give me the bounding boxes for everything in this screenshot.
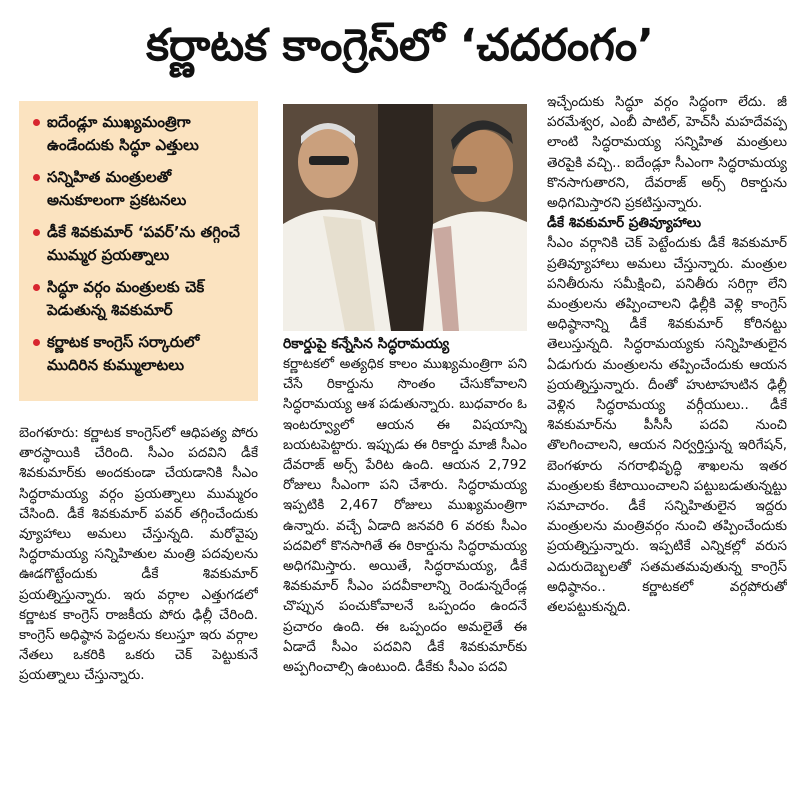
photo-caption: రికార్డుపై కన్నేసిన సిద్ధరామయ్య — [283, 336, 450, 352]
bullet-icon — [33, 339, 40, 346]
highlight-text: కర్ణాటక కాంగ్రెస్ సర్కారులో ముదిరిన కుమ్ములాటలు — [47, 333, 200, 374]
photo-illustration — [283, 104, 527, 331]
bullet-icon — [33, 119, 40, 126]
highlight-text: ఐదేండ్లూ ముఖ్యమంత్రిగా ఉండేందుకు సిద్ధూ ఎత్తులు — [47, 113, 199, 154]
bullet-icon — [33, 284, 40, 291]
highlight-text: డీకే శివకుమార్ ‘పవర్’ను తగ్గించే ముమ్మర ప్రయత్నాలు — [47, 223, 240, 264]
article-paragraph: కర్ణాటకలో అత్యధిక కాలం ముఖ్యమంత్రిగా పని చేసే రికార్డును సొంతం చేసుకోవాలని సిద్ధరామయ్య ఆశ పడుతున్నారు. బుధవారం ఓ ఇంటర్వ్యూలో ఆయన ఈ విషయాన్ని బయటపెట్టారు. ఇప్పుడు ఈ రికార్డు మాజీ సీఎం దేవరాజ్ అర్స్ పేరిట ఉంది. ఆయన 2,792 రోజులు సీఎంగా పని చేశారు. సిద్ధరామయ్య ఇప్పటికి 2,467 రోజులు ముఖ్యమంత్రిగా ఉన్నారు. వచ్చే ఏడాది జనవరి 6 వరకు సీఎం పదవిలో కొనసాగితే ఈ రికార్డును సిద్ధరామయ్య అధిగమిస్తారు. అయితే, సిద్ధరామయ్య, డీకే శివకుమార్ సీఎం పదవీకాలాన్ని రెండున్నరేండ్ల చొప్పున పంచుకోవాలనే ఒప్పందం ఉందనే ప్రచారం ఉంది. ఈ ఒప్పందం అమలైతే ఈ ఏడాదే సీఎం పదవిని డీకే శివకుమార్‌కు అప్పగించాల్సి ఉంటుంది. డీకేకు సీఎం పదవి — [283, 356, 527, 676]
highlight-item — [33, 276, 250, 322]
article-column-2 — [283, 354, 527, 786]
subheading: డీకే శివకుమార్ ప్రతివ్యూహాలు — [547, 215, 701, 232]
bullet-icon — [33, 174, 40, 181]
highlight-item — [33, 111, 250, 157]
highlights-box — [19, 101, 258, 401]
news-photo — [283, 104, 527, 331]
article-column-3 — [547, 92, 787, 786]
highlight-text: సన్నిహిత మంత్రులతో అనుకూలంగా ప్రకటనలు — [47, 168, 187, 209]
bullet-icon — [33, 229, 40, 236]
highlight-item — [33, 331, 250, 377]
highlight-item — [33, 221, 250, 267]
article-paragraph: బెంగళూరు: కర్ణాటక కాంగ్రెస్‌లో ఆధిపత్య పోరు తారస్థాయికి చేరింది. సీఎం పదవిని డీకే శివకుమార్‌కు అందకుండా చేయడానికి సీఎం సిద్ధరామయ్య వర్గం ప్రయత్నాలు ముమ్మరం చేసింది. డీకే శివకుమార్ పవర్ తగ్గించేందుకు వ్యూహాలు అమలు చేస్తున్నది. మరోవైపు సిద్ధరామయ్య సన్నిహితుల మంత్రి పదవులను ఊడగొట్టేందుకు డీకే శివకుమార్ ప్రయత్నిస్తున్నారు. ఇరు వర్గాల ఎత్తుగడలో కర్ణాటక కాంగ్రెస్ రాజకీయ పోరు ఢిల్లీ చేరింది. కాంగ్రెస్ అధిష్ఠాన పెద్దలను కలుస్తూ ఇరు వర్గాల నేతలు ఒకరికి ఒకరు చెక్ పెట్టుకునే ప్రయత్నాలు చేస్తున్నారు. — [19, 425, 258, 684]
article-paragraph: ఇచ్చేందుకు సిద్ధూ వర్గం సిద్ధంగా లేదు. జీ పరమేశ్వర, ఎంబీ పాటిల్, హెచ్‌సీ మహదేవప్ప లాంటి సిద్ధరామయ్య సన్నిహిత మంత్రులు తెరపైకి వచ్చి.. ఐదేండ్లూ సీఎంగా సిద్ధరామయ్య కొనసాగుతారని, దేవరాజ్ అర్స్ రికార్డును అధిగమిస్తారని ప్రకటిస్తున్నారు. — [547, 94, 787, 212]
article-column-1 — [19, 423, 258, 785]
highlight-item — [33, 166, 250, 212]
highlight-text: సిద్ధూ వర్గం మంత్రులకు చెక్ పెడుతున్న శివకుమార్ — [47, 278, 205, 319]
article-paragraph: సీఎం వర్గానికి చెక్ పెట్టేందుకు డీకే శివకుమార్ ప్రతివ్యూహాలు అమలు చేస్తున్నారు. మంత్రుల పనితీరును సమీక్షించి, పనితీరు సరిగ్గా లేని మంత్రులను తప్పించాలని ఢిల్లీకి వెళ్లి కాంగ్రెస్ అధిష్ఠానాన్ని డీకే శివకుమార్ కోరినట్టు తెలుస్తున్నది. సిద్ధరామయ్యకు సన్నిహితులైన ఏడుగురు మంత్రులను తప్పించేందుకు ఆయన ప్రయత్నిస్తున్నారు. దీంతో హుటాహుటిన ఢిల్లీ వెళ్లిన సిద్ధరామయ్య వర్గీయులు.. డీకే శివకుమార్‌ను పీసీసీ పదవి నుంచి తొలగించాలని, ఆయన నిర్వర్తిస్తున్న ఇరిగేషన్, బెంగళూరు నగరాభివృద్ధి శాఖలను ఇతర మంత్రులకు కేటాయించాలని పట్టుబడుతున్నట్టు సమాచారం. డీకే సన్నిహితులైన ఇద్దరు మంత్రులను మంత్రివర్గం నుంచి తప్పించేందుకు ప్రయత్నిస్తున్నారు. ఇప్పటికే ఎన్నికల్లో వరుస ఎదురుదెబ్బలతో సతమతమవుతున్న కాంగ్రెస్ అధిష్ఠానం.. కర్ణాటకలో వర్గపోరుతో తలపట్టుకున్నది. — [547, 235, 787, 616]
headline: కర్ణాటక కాంగ్రెస్‌లో ‘చదరంగం’ — [146, 20, 654, 71]
